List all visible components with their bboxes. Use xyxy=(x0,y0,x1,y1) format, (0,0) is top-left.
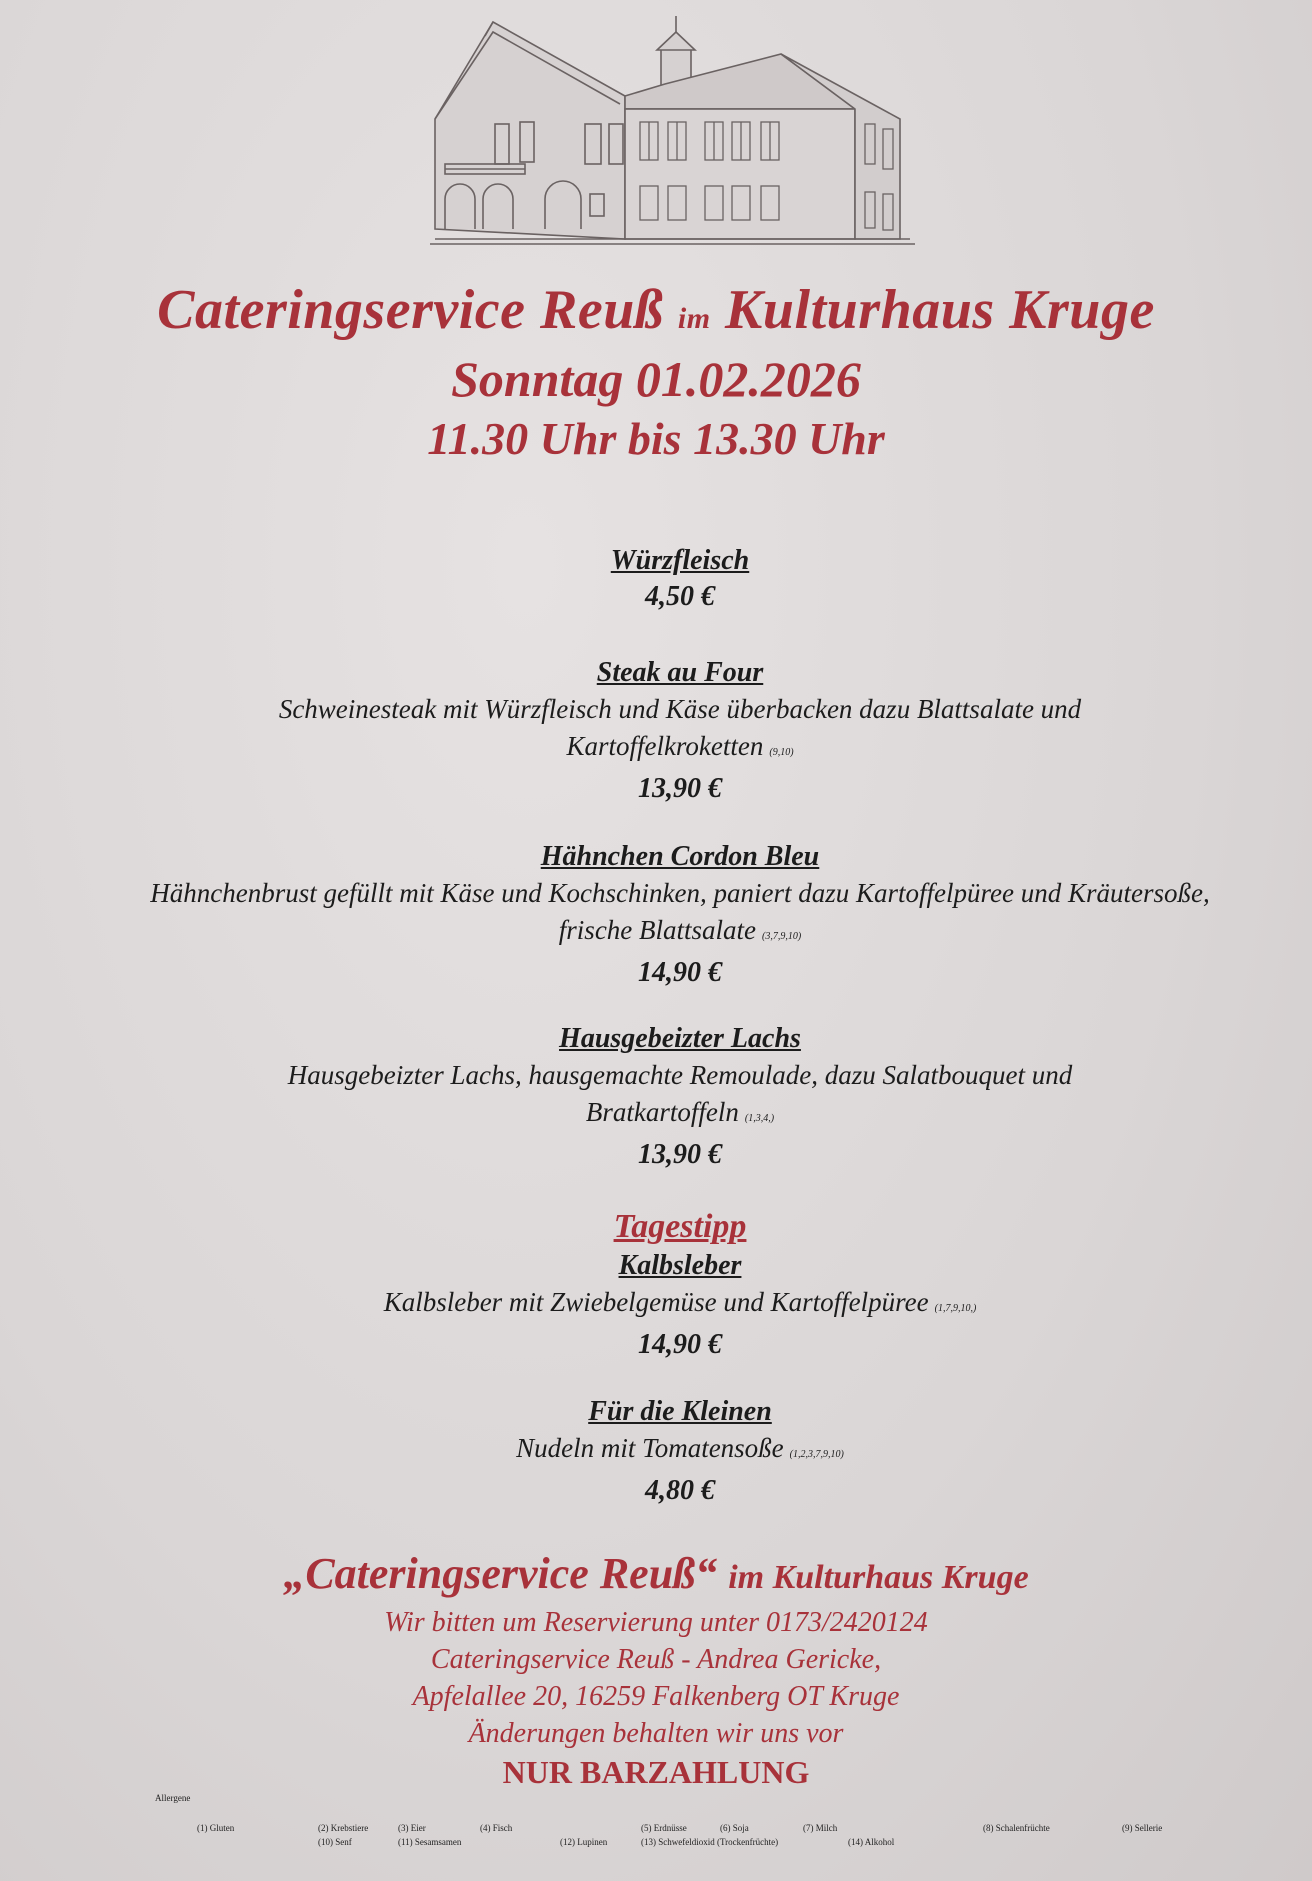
menu-item-allergens: (9,10) xyxy=(769,747,794,758)
allergen-item: (11) Sesamsamen xyxy=(398,1837,462,1847)
header-title xyxy=(0,278,1312,342)
menu-item-desc-text: Schweinesteak mit Würzfleisch und Käse überbacken dazu Blattsalate und Kartoffelkroketten xyxy=(278,694,1082,761)
menu-item-name: Würzfleisch xyxy=(610,545,750,576)
allergen-item: (10) Senf xyxy=(318,1837,352,1847)
tagestipp-desc-text: Kalbsleber mit Zwiebelgemüse und Kartoffelpüree xyxy=(383,1287,929,1317)
allergen-item: (8) Schalenfrüchte xyxy=(983,1823,1050,1833)
footer-title-main: „Cateringservice Reuß“ xyxy=(283,1549,718,1598)
menu-item-desc xyxy=(130,691,1230,771)
tagestipp-section xyxy=(130,1206,1230,1363)
menu-item-price: 13,90 € xyxy=(638,1139,722,1170)
footer-address: Apfelallee 20, 16259 Falkenberg OT Kruge xyxy=(412,1681,900,1712)
menu-item-wuerzfleisch xyxy=(130,543,1230,615)
menu-item-price: 14,90 € xyxy=(638,957,722,988)
menu-item-name: Hausgebeizter Lachs xyxy=(559,1023,801,1054)
menu-item-name: Hähnchen Cordon Bleu xyxy=(540,841,820,872)
menu-item-steak-au-four xyxy=(130,655,1230,807)
kids-section xyxy=(130,1394,1230,1509)
allergen-item: (2) Krebstiere xyxy=(318,1823,369,1833)
tagestipp-price: 14,90 € xyxy=(638,1329,722,1360)
allergen-item: (13) Schwefeldioxid (Trockenfrüchte) xyxy=(641,1837,779,1847)
allergen-item: (12) Lupinen xyxy=(560,1837,608,1847)
kids-desc-text: Nudeln mit Tomatensoße xyxy=(516,1433,784,1463)
allergen-item: (7) Milch xyxy=(803,1823,838,1833)
header-title-im: im xyxy=(677,302,711,335)
kids-name: Für die Kleinen xyxy=(588,1396,772,1427)
tagestipp-label: Tagestipp xyxy=(613,1208,747,1245)
footer-info xyxy=(0,1604,1312,1792)
allergen-item: (1) Gluten xyxy=(197,1823,235,1833)
menu-item-allergens: (1,3,4,) xyxy=(744,1113,775,1124)
allergen-item: (9) Sellerie xyxy=(1122,1823,1163,1833)
menu-item-desc xyxy=(130,875,1230,955)
footer-title-end: im Kulturhaus Kruge xyxy=(728,1559,1029,1596)
menu-item-desc-text: Hausgebeizter Lachs, hausgemachte Remoulade, dazu Salatbouquet und Bratkartoffeln xyxy=(287,1060,1073,1127)
kids-desc xyxy=(130,1430,1230,1473)
footer-contact: Cateringservice Reuß - Andrea Gericke, xyxy=(430,1644,882,1675)
menu-item-cordon-bleu xyxy=(130,839,1230,991)
building-illustration-icon xyxy=(425,14,940,259)
footer-cash-only: NUR BARZAHLUNG xyxy=(502,1754,810,1790)
menu-item-allergens: (3,7,9,10) xyxy=(762,931,802,942)
header-date: Sonntag 01.02.2026 xyxy=(451,351,861,407)
allergen-item: (3) Eier xyxy=(398,1823,426,1833)
tagestipp-desc xyxy=(130,1284,1230,1327)
allergen-item: (4) Fisch xyxy=(480,1823,513,1833)
allergen-item: (6) Soja xyxy=(720,1823,749,1833)
allergene-label: Allergene xyxy=(155,1793,191,1803)
menu-item-desc xyxy=(130,1057,1230,1137)
menu-item-price: 4,50 € xyxy=(645,581,715,612)
footer-changes: Änderungen behalten wir uns vor xyxy=(468,1718,844,1749)
header-title-end: Kulturhaus Kruge xyxy=(725,279,1155,341)
menu-item-lachs xyxy=(130,1021,1230,1173)
tagestipp-allergens: (1,7,9,10,) xyxy=(934,1303,977,1314)
menu-item-name: Steak au Four xyxy=(596,657,764,688)
tagestipp-name: Kalbsleber xyxy=(618,1250,742,1281)
allergen-item: (14) Alkohol xyxy=(848,1837,895,1847)
kids-allergens: (1,2,3,7,9,10) xyxy=(789,1449,844,1460)
menu-item-price: 13,90 € xyxy=(638,773,722,804)
kids-price: 4,80 € xyxy=(645,1475,715,1506)
footer-title xyxy=(0,1548,1312,1599)
header-time: 11.30 Uhr bis 13.30 Uhr xyxy=(427,413,885,464)
menu-item-desc-text: Hähnchenbrust gefüllt mit Käse und Kochschinken, paniert dazu Kartoffelpüree und Kräutersoße, frische Blattsalate xyxy=(150,878,1210,945)
header-title-main: Cateringservice Reuß xyxy=(157,279,664,341)
footer-reservation: Wir bitten um Reservierung unter 0173/2420124 xyxy=(384,1607,928,1638)
allergen-item: (5) Erdnüsse xyxy=(641,1823,687,1833)
